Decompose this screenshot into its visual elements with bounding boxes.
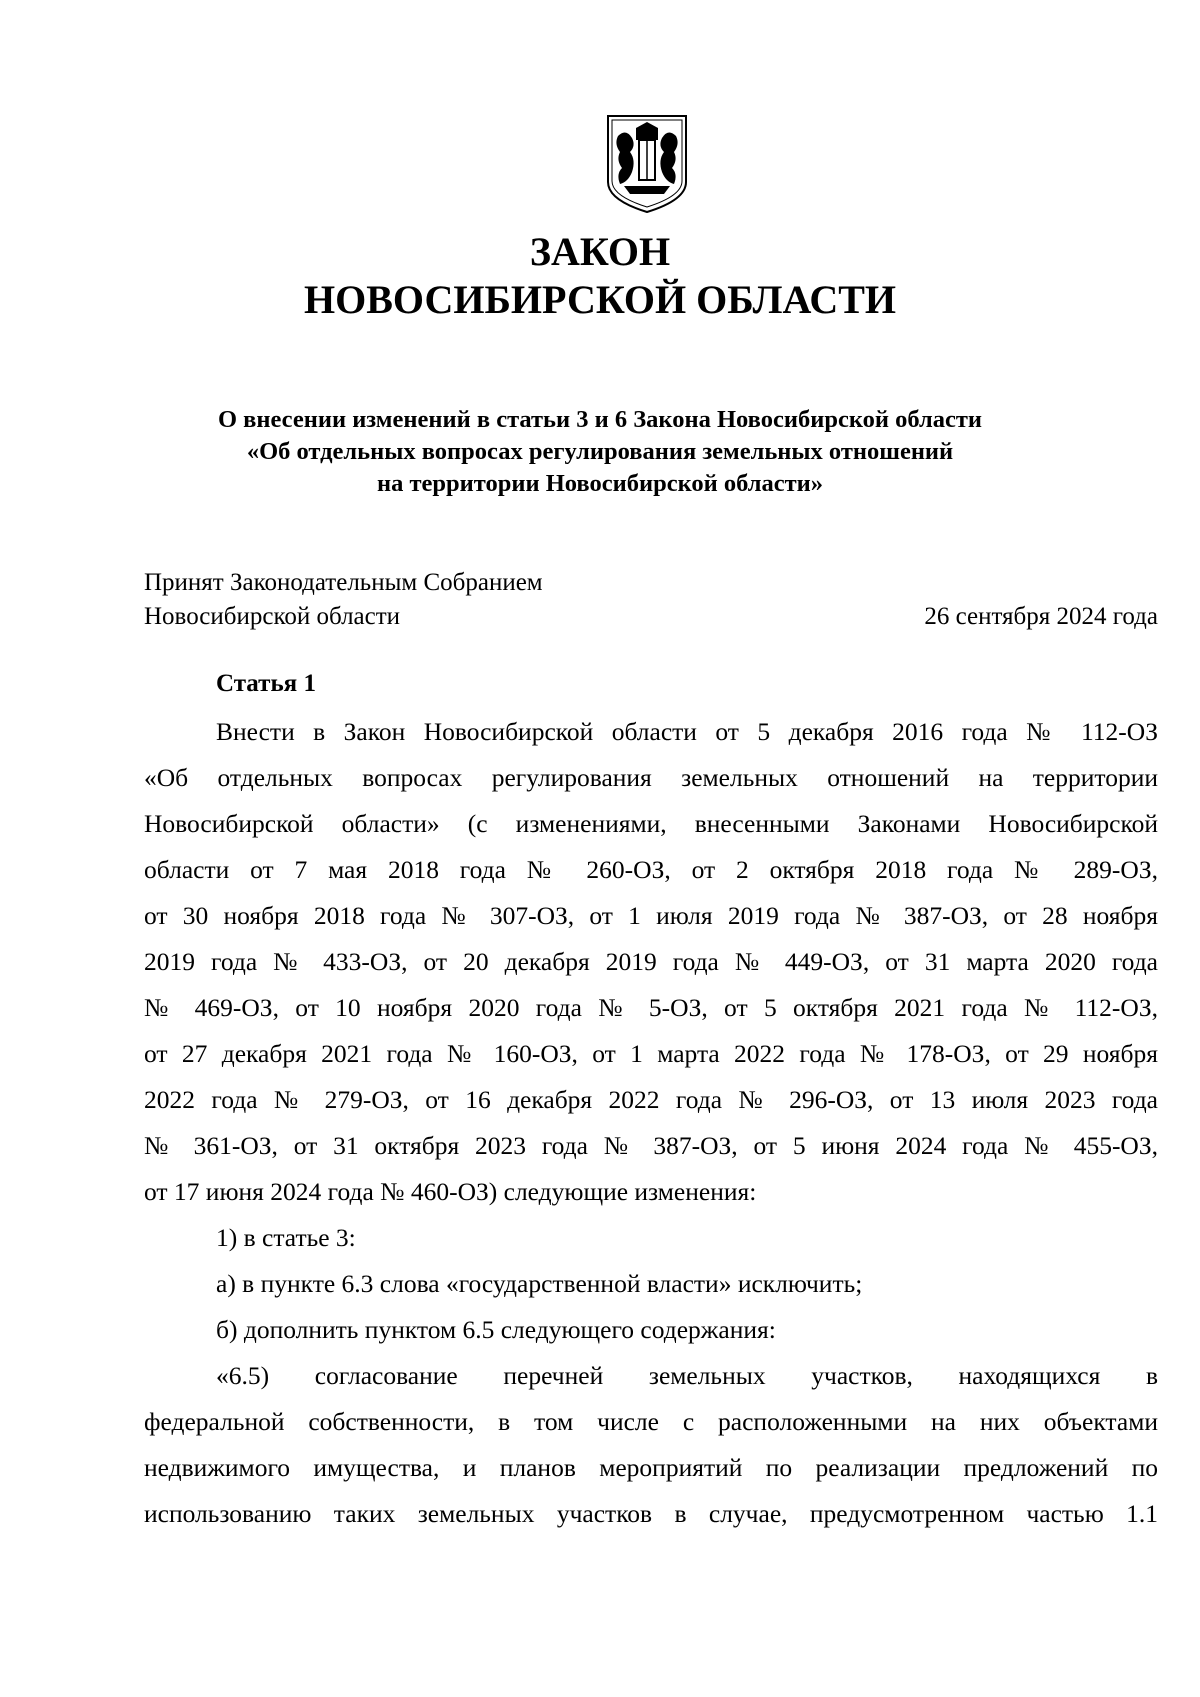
article-text-line: № 361-ОЗ, от 31 октября 2023 года № 387-ОЗ, от 5 июня 2024 года № 455-ОЗ, [144,1131,1158,1160]
article-text-line: от 17 июня 2024 года № 460-ОЗ) следующие изменения: [144,1177,757,1206]
quoted-text-line: федеральной собственности, в том числе с расположенными на них объектами [144,1407,1158,1436]
coat-of-arms-emblem [604,112,690,216]
article-text-line: Новосибирской области» (с изменениями, внесенными Законами Новосибирской [144,809,1158,838]
article-text-line: «Об отдельных вопросах регулирования земельных отношений на территории [144,763,1158,792]
quoted-text-line: «6.5) согласование перечней земельных участков, находящихся в [216,1361,1158,1390]
list-item-a: а) в пункте 6.3 слова «государственной власти» исключить; [216,1269,863,1298]
article-text-line: № 469-ОЗ, от 10 ноября 2020 года № 5-ОЗ, от 5 октября 2021 года № 112-ОЗ, [144,993,1158,1022]
adoption-line-1: Принят Законодательным Собранием [144,569,543,596]
article-text-line: области от 7 мая 2018 года № 260-ОЗ, от 2 октября 2018 года № 289-ОЗ, [144,855,1158,884]
article-heading: Статья 1 [216,670,316,697]
list-item-b: б) дополнить пунктом 6.5 следующего содержания: [216,1315,776,1344]
law-subject-line-3: на территории Новосибирской области» [376,470,824,497]
law-subject-line-1: О внесении изменений в статьи 3 и 6 Закона Новосибирской области [217,406,983,433]
article-text-line: от 27 декабря 2021 года № 160-ОЗ, от 1 марта 2022 года № 178-ОЗ, от 29 ноября [144,1039,1158,1068]
quoted-text-line: недвижимого имущества, и планов мероприятий по реализации предложений по [144,1453,1158,1482]
document-title-region: НОВОСИБИРСКОЙ ОБЛАСТИ [303,277,897,322]
adoption-line-2: Новосибирской области [144,603,401,630]
article-text-line: 2022 года № 279-ОЗ, от 16 декабря 2022 года № 296-ОЗ, от 13 июля 2023 года [144,1085,1158,1114]
adoption-date: 26 сентября 2024 года [924,603,1158,630]
document-title: ЗАКОН [529,229,671,274]
law-subject-line-2: «Об отдельных вопросах регулирования земельных отношений [246,438,954,465]
list-item-1: 1) в статье 3: [216,1223,356,1252]
quoted-text-line: использованию таких земельных участков в случае, предусмотренном частью 1.1 [144,1499,1158,1528]
article-text-line: от 30 ноября 2018 года № 307-ОЗ, от 1 июля 2019 года № 387-ОЗ, от 28 ноября [144,901,1158,930]
article-text-line: 2019 года № 433-ОЗ, от 20 декабря 2019 года № 449-ОЗ, от 31 марта 2020 года [144,947,1158,976]
article-text-line: Внести в Закон Новосибирской области от 5 декабря 2016 года № 112-ОЗ [216,717,1158,746]
